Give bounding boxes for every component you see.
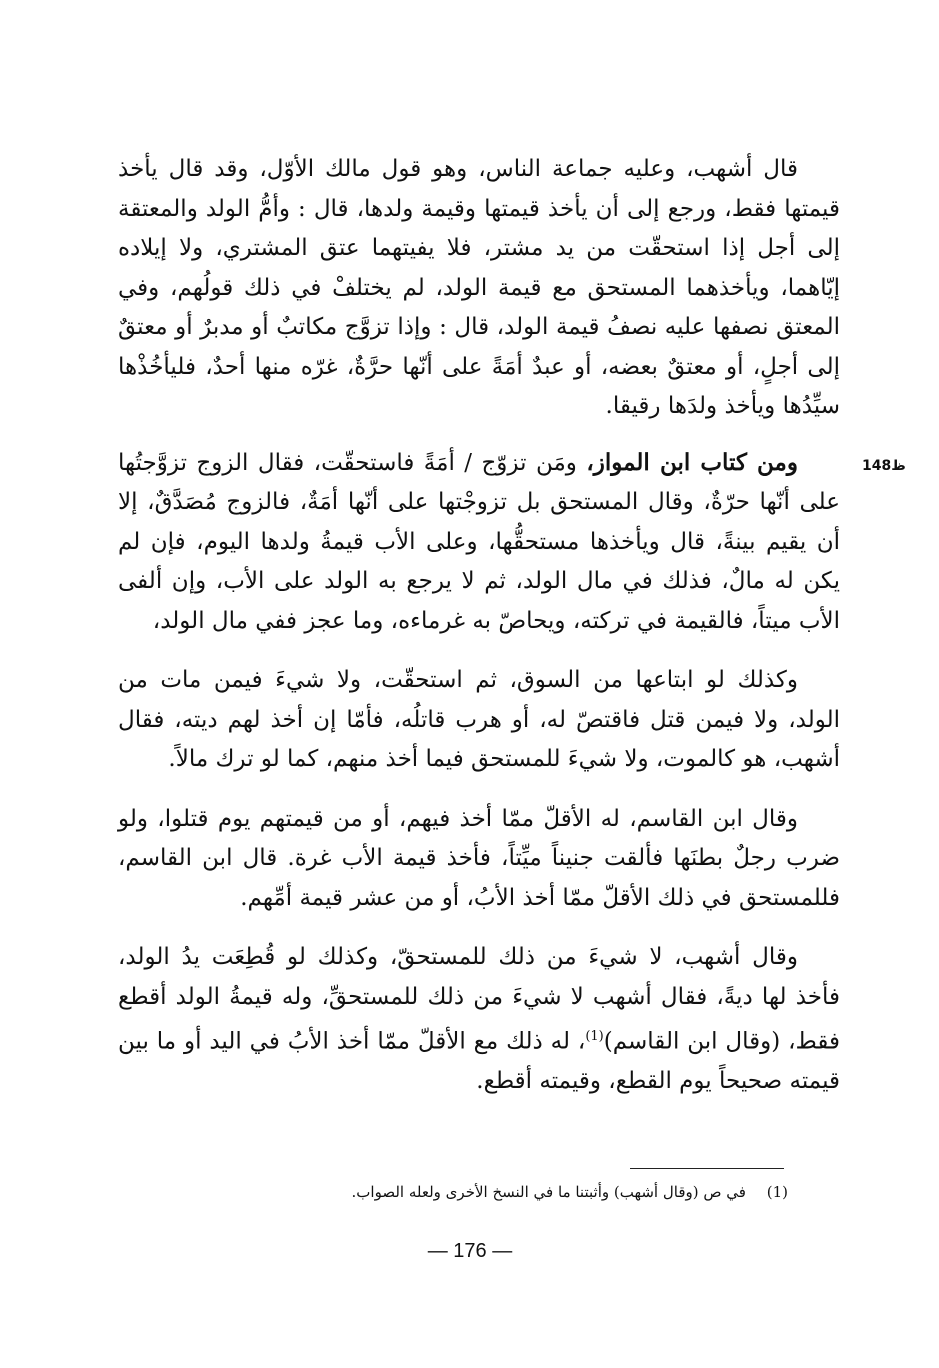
page-number: — 176 — <box>427 1240 513 1262</box>
paragraph-text: وكذلك لو ابتاعها من السوق، ثم استحقّت، ولا شيءَ فيمن مات من الولد، ولا فيمن قتل فاقتصّ له، أو هرب قاتلُه، فأمّا إن أخذ لهم ديته، فقال أشهب، هو كالموت، ولا شيءَ للمستحق فيما أخذ منهم، كما لو ترك مالاً. <box>118 667 840 772</box>
footnote-divider <box>630 1168 784 1169</box>
paragraph-3 <box>118 661 840 780</box>
footnote-reference: (1) <box>585 1029 604 1044</box>
paragraph-text-continued: ، له ذلك مع الأقلّ ممّا أخذ الأبُ في اليد أو ما بين قيمته صحيحاً يوم القطع، وقيمته أقطع. <box>118 1028 840 1095</box>
paragraph-text: وقال أشهب، لا شيءَ من ذلك للمستحقّ، وكذلك لو قُطِعَت يدُ الولد، فأخذ لها ديةً، فقال أشهب لا شيءَ من ذلك للمستحقِّ، وله قيمةُ الولد أقطع فقط، (وقال ابن القاسم) <box>118 944 840 1055</box>
paragraph-text: قال أشهب، وعليه جماعة الناس، وهو قول مالك الأوّل، وقد قال يأخذ قيمتها فقط، ورجع إلى أن يأخذ قيمتها وقيمة ولدها، قال : وأمُّ الولد والمعتقة إلى أجل إذا استحقّت من يد مشتر، فلا يفيتهما عتق المشتري، ولا إيلاده إيّاهما، ويأخذهما المستحق مع قيمة الولد، لم يختلفْ في ذلك قولُهم، وفي المعتق نصفها عليه نصفُ قيمة الولد، قال : وإذا تزوَّج مكاتبٌ أو مدبرٌ أو معتقٌ إلى أجلٍ، أو معتقٌ بعضه، أو عبدٌ أمَةً على أنّها حرَّةٌ، غرّه منها أحدٌ، فليأخُذْها سيِّدُها ويأخذ ولدَها رقيقا. <box>118 156 840 419</box>
paragraph-1 <box>118 150 840 427</box>
main-text-block <box>118 150 840 1122</box>
footnote-text: في ص (وقال أشهب) وأثبتنا ما في النسخ الأخرى ولعله الصواب. <box>351 1183 746 1201</box>
paragraph-5 <box>118 938 840 1102</box>
paragraph-4 <box>118 800 840 919</box>
source-citation: ومن كتاب ابن المواز، <box>586 448 798 476</box>
footnote-number: (1) <box>766 1183 788 1201</box>
paragraph-text: ومَن تزوّج / أمَةً فاستحقّت، فقال الزوج تزوَّجتُها على أنّها حرّةٌ، وقال المستحق بل تزوجْتها على أنّها أمَةٌ، فالزوج مُصَدَّقٌ، إلا أن يقيم بينةً، قال ويأخذها مستحقُّها، وعلى الأب قيمةُ ولدها اليوم، فإن لم يكن له مالٌ، فذلك في مال الولد، ثم لا يرجع به الولد على الأب، وإن ألفى الأب ميتاً، فالقيمة في تركته، ويحاصّ به غرماءه، وما عجز ففي مال الولد، <box>118 449 840 634</box>
footnote <box>300 1178 788 1206</box>
paragraph-2 <box>118 443 840 642</box>
margin-folio-marker: 148ظ <box>862 458 906 474</box>
paragraph-text: وقال ابن القاسم، له الأقلّ ممّا أخذ فيهم، أو من قيمتهم يوم قتلوا، ولو ضرب رجلٌ بطنَها فألقت جنيناً ميِّتاً، فأخذ قيمة الأب غرة. قال ابن القاسم، فللمستحق في ذلك الأقلّ ممّا أخذ الأبُ، أو من عشر قيمة أمِّهم. <box>118 805 840 911</box>
